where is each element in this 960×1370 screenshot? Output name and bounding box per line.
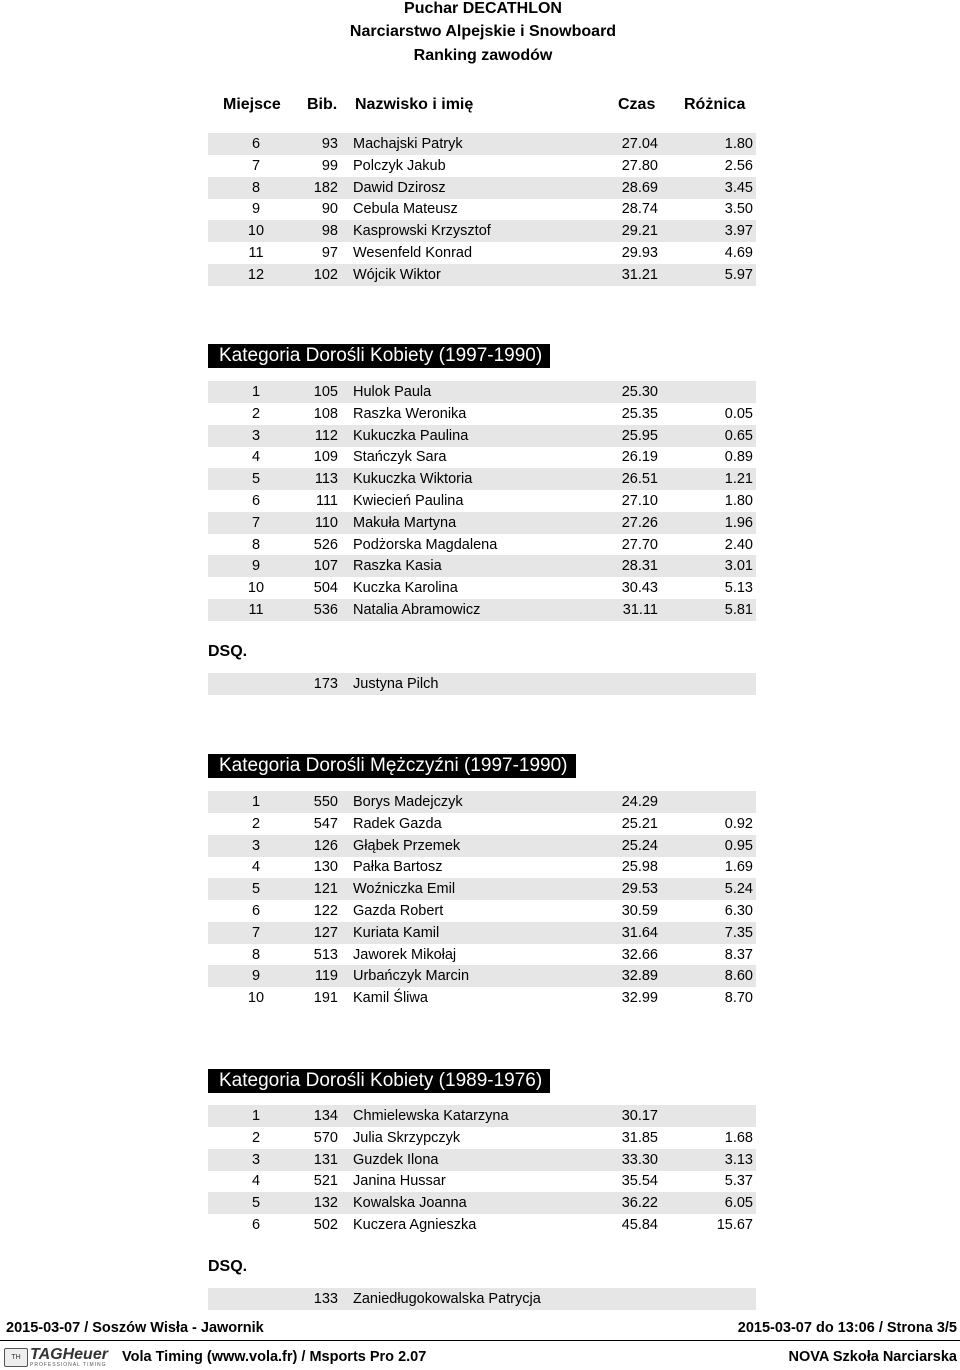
place-cell: 10 bbox=[247, 223, 265, 240]
time-cell: 25.95 bbox=[621, 427, 658, 444]
time-cell: 28.69 bbox=[621, 179, 658, 196]
place-cell: 8 bbox=[251, 179, 261, 196]
time-cell: 31.85 bbox=[621, 1129, 658, 1146]
table-row bbox=[208, 220, 756, 242]
place-cell: 11 bbox=[248, 245, 264, 261]
bib-cell: 547 bbox=[313, 815, 338, 832]
diff-cell: 15.67 bbox=[716, 1217, 753, 1233]
bib-cell: 98 bbox=[321, 223, 338, 240]
time-cell: 26.51 bbox=[621, 471, 658, 488]
diff-cell: 1.69 bbox=[724, 859, 753, 876]
name-cell: Borys Madejczyk bbox=[353, 794, 463, 810]
name-cell: Polczyk Jakub bbox=[353, 157, 446, 174]
tagheuer-shield-icon: TH bbox=[4, 1348, 28, 1367]
column-header-place: Miejsce bbox=[223, 96, 281, 113]
diff-cell: 8.60 bbox=[724, 968, 753, 985]
time-cell: 27.26 bbox=[621, 514, 658, 531]
time-cell: 25.98 bbox=[621, 859, 658, 876]
name-cell: Kukuczka Paulina bbox=[353, 427, 469, 444]
place-cell: 11 bbox=[248, 602, 264, 618]
bib-cell: 521 bbox=[313, 1173, 338, 1190]
table-row bbox=[208, 534, 756, 556]
name-cell: Kwiecień Paulina bbox=[353, 493, 464, 509]
diff-cell: 0.65 bbox=[724, 427, 753, 444]
diff-cell: 3.01 bbox=[724, 558, 753, 575]
tagheuer-logo-subtitle: PROFESSIONAL TIMING bbox=[30, 1362, 107, 1368]
time-cell: 35.54 bbox=[621, 1173, 658, 1190]
time-cell: 32.89 bbox=[621, 968, 658, 985]
bib-cell: 502 bbox=[313, 1217, 338, 1233]
name-cell: Kowalska Joanna bbox=[353, 1195, 467, 1212]
name-cell: Kuczera Agnieszka bbox=[353, 1217, 477, 1233]
time-cell: 25.30 bbox=[621, 384, 658, 400]
place-cell: 10 bbox=[247, 990, 265, 1007]
table-row bbox=[208, 673, 756, 695]
diff-cell: 6.30 bbox=[724, 903, 753, 919]
place-cell: 3 bbox=[251, 427, 261, 444]
diff-cell: 3.45 bbox=[724, 179, 753, 196]
column-header-diff: Różnica bbox=[684, 96, 746, 113]
document-title: Puchar DECATHLON bbox=[404, 0, 562, 17]
bib-cell: 536 bbox=[313, 602, 338, 618]
diff-cell: 5.37 bbox=[724, 1173, 753, 1190]
name-cell: Guzdek Ilona bbox=[353, 1151, 439, 1168]
time-cell: 25.24 bbox=[621, 837, 658, 854]
diff-cell: 0.89 bbox=[724, 449, 753, 466]
name-cell: Raszka Weronika bbox=[353, 405, 467, 422]
diff-cell: 3.97 bbox=[724, 223, 753, 240]
table-row bbox=[208, 856, 756, 878]
time-cell: 28.74 bbox=[621, 201, 658, 218]
time-cell: 31.64 bbox=[621, 924, 658, 941]
place-cell: 3 bbox=[251, 1151, 261, 1168]
bib-cell: 122 bbox=[313, 903, 338, 919]
time-cell: 31.11 bbox=[622, 602, 658, 618]
time-cell: 29.53 bbox=[621, 881, 658, 898]
time-cell: 25.21 bbox=[621, 815, 658, 832]
bib-cell: 130 bbox=[313, 859, 338, 876]
name-cell: Cebula Mateusz bbox=[353, 201, 458, 218]
table-row bbox=[208, 965, 756, 987]
name-cell: Urbańczyk Marcin bbox=[353, 968, 470, 985]
time-cell: 33.30 bbox=[621, 1151, 658, 1168]
time-cell: 32.66 bbox=[621, 946, 658, 963]
name-cell: Janina Hussar bbox=[353, 1173, 446, 1190]
bib-cell: 105 bbox=[313, 384, 338, 400]
diff-cell: 1.96 bbox=[724, 514, 753, 531]
table-row bbox=[208, 264, 756, 286]
name-cell: Radek Gazda bbox=[353, 815, 442, 832]
name-cell: Zaniedługokowalska Patrycja bbox=[353, 1291, 541, 1307]
bib-cell: 111 bbox=[315, 493, 338, 509]
place-cell: 7 bbox=[251, 514, 261, 531]
name-cell: Kasprowski Krzysztof bbox=[353, 223, 491, 240]
time-cell: 26.19 bbox=[621, 449, 658, 466]
name-cell: Pałka Bartosz bbox=[353, 859, 443, 876]
name-cell: Dawid Dzirosz bbox=[353, 179, 446, 196]
place-cell: 6 bbox=[251, 136, 261, 152]
footer-timing-credit: Vola Timing (www.vola.fr) / Msports Pro 2.07 bbox=[122, 1349, 427, 1365]
diff-cell: 1.21 bbox=[724, 471, 753, 488]
table-row bbox=[208, 555, 756, 577]
table-row bbox=[208, 446, 756, 468]
bib-cell: 526 bbox=[313, 536, 338, 553]
bib-cell: 132 bbox=[313, 1195, 338, 1212]
name-cell: Podżorska Magdalena bbox=[353, 536, 498, 553]
table-row bbox=[208, 791, 756, 813]
table-row bbox=[208, 1288, 756, 1310]
place-cell: 3 bbox=[251, 837, 261, 854]
table-row bbox=[208, 133, 756, 155]
table-row bbox=[208, 198, 756, 220]
bib-cell: 90 bbox=[321, 201, 338, 218]
place-cell: 7 bbox=[251, 157, 261, 174]
place-cell: 2 bbox=[251, 1129, 261, 1146]
place-cell: 2 bbox=[251, 815, 261, 832]
diff-cell: 8.37 bbox=[724, 946, 753, 963]
bib-cell: 134 bbox=[313, 1108, 338, 1124]
table-row bbox=[208, 922, 756, 944]
name-cell: Woźniczka Emil bbox=[353, 881, 456, 898]
bib-cell: 99 bbox=[321, 157, 338, 174]
bib-cell: 113 bbox=[314, 471, 338, 488]
time-cell: 24.29 bbox=[621, 794, 658, 810]
place-cell: 6 bbox=[251, 903, 261, 919]
bib-cell: 173 bbox=[313, 676, 338, 692]
name-cell: Kuczka Karolina bbox=[353, 580, 458, 597]
table-row bbox=[208, 512, 756, 534]
table-row bbox=[208, 813, 756, 835]
name-cell: Hulok Paula bbox=[353, 384, 432, 400]
place-cell: 9 bbox=[251, 201, 261, 218]
place-cell: 8 bbox=[251, 536, 261, 553]
diff-cell: 6.05 bbox=[724, 1195, 753, 1212]
dsq-label: DSQ. bbox=[208, 1258, 248, 1275]
diff-cell: 1.80 bbox=[724, 136, 753, 152]
document-subtitle: Narciarstwo Alpejskie i Snowboard bbox=[349, 23, 617, 40]
name-cell: Kamil Śliwa bbox=[353, 990, 428, 1007]
place-cell: 2 bbox=[251, 405, 261, 422]
time-cell: 30.43 bbox=[621, 580, 658, 597]
place-cell: 6 bbox=[251, 1217, 261, 1233]
time-cell: 27.70 bbox=[621, 536, 658, 553]
bib-cell: 550 bbox=[313, 794, 338, 810]
table-row bbox=[208, 1214, 756, 1236]
table-row bbox=[208, 468, 756, 490]
bib-cell: 109 bbox=[313, 449, 338, 466]
bib-cell: 127 bbox=[313, 924, 338, 941]
diff-cell: 4.69 bbox=[724, 245, 753, 261]
time-cell: 45.84 bbox=[621, 1217, 658, 1233]
place-cell: 4 bbox=[251, 859, 261, 876]
bib-cell: 131 bbox=[313, 1151, 338, 1168]
bib-cell: 102 bbox=[313, 266, 338, 283]
place-cell: 1 bbox=[251, 384, 261, 400]
table-row bbox=[208, 1127, 756, 1149]
table-row bbox=[208, 835, 756, 857]
place-cell: 10 bbox=[247, 580, 265, 597]
diff-cell: 3.13 bbox=[724, 1151, 753, 1168]
table-row bbox=[208, 490, 756, 512]
table-row bbox=[208, 425, 756, 447]
bib-cell: 107 bbox=[313, 558, 338, 575]
diff-cell: 0.95 bbox=[724, 837, 753, 854]
time-cell: 27.80 bbox=[621, 157, 658, 174]
bib-cell: 182 bbox=[313, 179, 338, 196]
place-cell: 9 bbox=[251, 558, 261, 575]
table-row bbox=[208, 1105, 756, 1127]
time-cell: 27.04 bbox=[621, 136, 658, 152]
bib-cell: 97 bbox=[321, 245, 338, 261]
footer-event-info: 2015-03-07 / Soszów Wisła - Jawornik bbox=[6, 1320, 264, 1336]
table-row bbox=[208, 1192, 756, 1214]
footer-organizer: NOVA Szkoła Narciarska bbox=[788, 1349, 957, 1365]
name-cell: Raszka Kasia bbox=[353, 558, 442, 575]
time-cell: 30.17 bbox=[621, 1108, 658, 1124]
place-cell: 6 bbox=[251, 493, 261, 509]
table-row bbox=[208, 403, 756, 425]
diff-cell: 2.56 bbox=[724, 157, 753, 174]
diff-cell: 2.40 bbox=[724, 536, 753, 553]
table-row bbox=[208, 155, 756, 177]
place-cell: 7 bbox=[251, 924, 261, 941]
place-cell: 5 bbox=[251, 881, 261, 898]
dsq-label: DSQ. bbox=[208, 643, 248, 660]
column-header-bib: Bib. bbox=[307, 96, 338, 113]
time-cell: 25.35 bbox=[621, 405, 658, 422]
category-title: Kategoria Dorośli Kobiety (1989-1976) bbox=[208, 1069, 550, 1093]
bib-cell: 93 bbox=[321, 136, 338, 152]
table-row bbox=[208, 987, 756, 1009]
table-row bbox=[208, 242, 756, 264]
diff-cell: 7.35 bbox=[724, 924, 753, 941]
name-cell: Gazda Robert bbox=[353, 903, 444, 919]
place-cell: 8 bbox=[251, 946, 261, 963]
diff-cell: 8.70 bbox=[724, 990, 753, 1007]
time-cell: 31.21 bbox=[621, 266, 658, 283]
diff-cell: 0.05 bbox=[724, 405, 753, 422]
name-cell: Wójcik Wiktor bbox=[353, 266, 441, 283]
bib-cell: 112 bbox=[314, 427, 338, 444]
table-row bbox=[208, 381, 756, 403]
name-cell: Julia Skrzypczyk bbox=[353, 1129, 461, 1146]
diff-cell: 5.81 bbox=[724, 602, 753, 618]
place-cell: 5 bbox=[251, 1195, 261, 1212]
time-cell: 27.10 bbox=[621, 493, 658, 509]
bib-cell: 110 bbox=[314, 514, 338, 531]
bib-cell: 119 bbox=[314, 968, 338, 985]
name-cell: Kuriata Kamil bbox=[353, 924, 440, 941]
place-cell: 4 bbox=[251, 449, 261, 466]
name-cell: Jaworek Mikołaj bbox=[353, 946, 457, 963]
bib-cell: 191 bbox=[313, 990, 338, 1007]
place-cell: 1 bbox=[251, 1108, 261, 1124]
column-header-name: Nazwisko i imię bbox=[355, 96, 474, 113]
bib-cell: 126 bbox=[313, 837, 338, 854]
table-row bbox=[208, 577, 756, 599]
name-cell: Kukuczka Wiktoria bbox=[353, 471, 473, 488]
bib-cell: 504 bbox=[313, 580, 338, 597]
bib-cell: 133 bbox=[313, 1291, 338, 1307]
column-header-time: Czas bbox=[618, 96, 656, 113]
place-cell: 4 bbox=[251, 1173, 261, 1190]
name-cell: Makuła Martyna bbox=[353, 514, 457, 531]
table-row bbox=[208, 177, 756, 199]
bib-cell: 108 bbox=[313, 405, 338, 422]
name-cell: Chmielewska Katarzyna bbox=[353, 1108, 509, 1124]
diff-cell: 3.50 bbox=[724, 201, 753, 218]
place-cell: 1 bbox=[251, 794, 261, 810]
name-cell: Machajski Patryk bbox=[353, 136, 463, 152]
bib-cell: 513 bbox=[313, 946, 338, 963]
name-cell: Stańczyk Sara bbox=[353, 449, 447, 466]
place-cell: 12 bbox=[247, 266, 265, 283]
time-cell: 36.22 bbox=[621, 1195, 658, 1212]
category-title: Kategoria Dorośli Mężczyźni (1997-1990) bbox=[208, 754, 576, 778]
table-row bbox=[208, 900, 756, 922]
diff-cell: 0.92 bbox=[724, 815, 753, 832]
diff-cell: 5.97 bbox=[724, 266, 753, 283]
diff-cell: 1.80 bbox=[724, 493, 753, 509]
bib-cell: 121 bbox=[313, 881, 338, 898]
time-cell: 29.21 bbox=[621, 223, 658, 240]
place-cell: 9 bbox=[251, 968, 261, 985]
document-heading: Ranking zawodów bbox=[413, 47, 553, 64]
table-row bbox=[208, 1149, 756, 1171]
name-cell: Głąbek Przemek bbox=[353, 837, 461, 854]
bib-cell: 570 bbox=[313, 1129, 338, 1146]
time-cell: 29.93 bbox=[621, 245, 658, 261]
name-cell: Justyna Pilch bbox=[353, 676, 439, 692]
diff-cell: 5.24 bbox=[724, 881, 753, 898]
time-cell: 28.31 bbox=[621, 558, 658, 575]
name-cell: Natalia Abramowicz bbox=[353, 602, 481, 618]
table-row bbox=[208, 944, 756, 966]
place-cell: 5 bbox=[251, 471, 261, 488]
name-cell: Wesenfeld Konrad bbox=[353, 245, 473, 261]
footer-divider bbox=[0, 1340, 960, 1341]
category-title: Kategoria Dorośli Kobiety (1997-1990) bbox=[208, 344, 550, 368]
table-row bbox=[208, 878, 756, 900]
time-cell: 30.59 bbox=[621, 903, 658, 919]
diff-cell: 1.68 bbox=[724, 1129, 753, 1146]
tagheuer-logo: TAGHeuer bbox=[30, 1346, 108, 1363]
diff-cell: 5.13 bbox=[724, 580, 753, 597]
table-row bbox=[208, 1170, 756, 1192]
table-row bbox=[208, 599, 756, 621]
time-cell: 32.99 bbox=[621, 990, 658, 1007]
footer-page-info: 2015-03-07 do 13:06 / Strona 3/5 bbox=[737, 1320, 957, 1336]
